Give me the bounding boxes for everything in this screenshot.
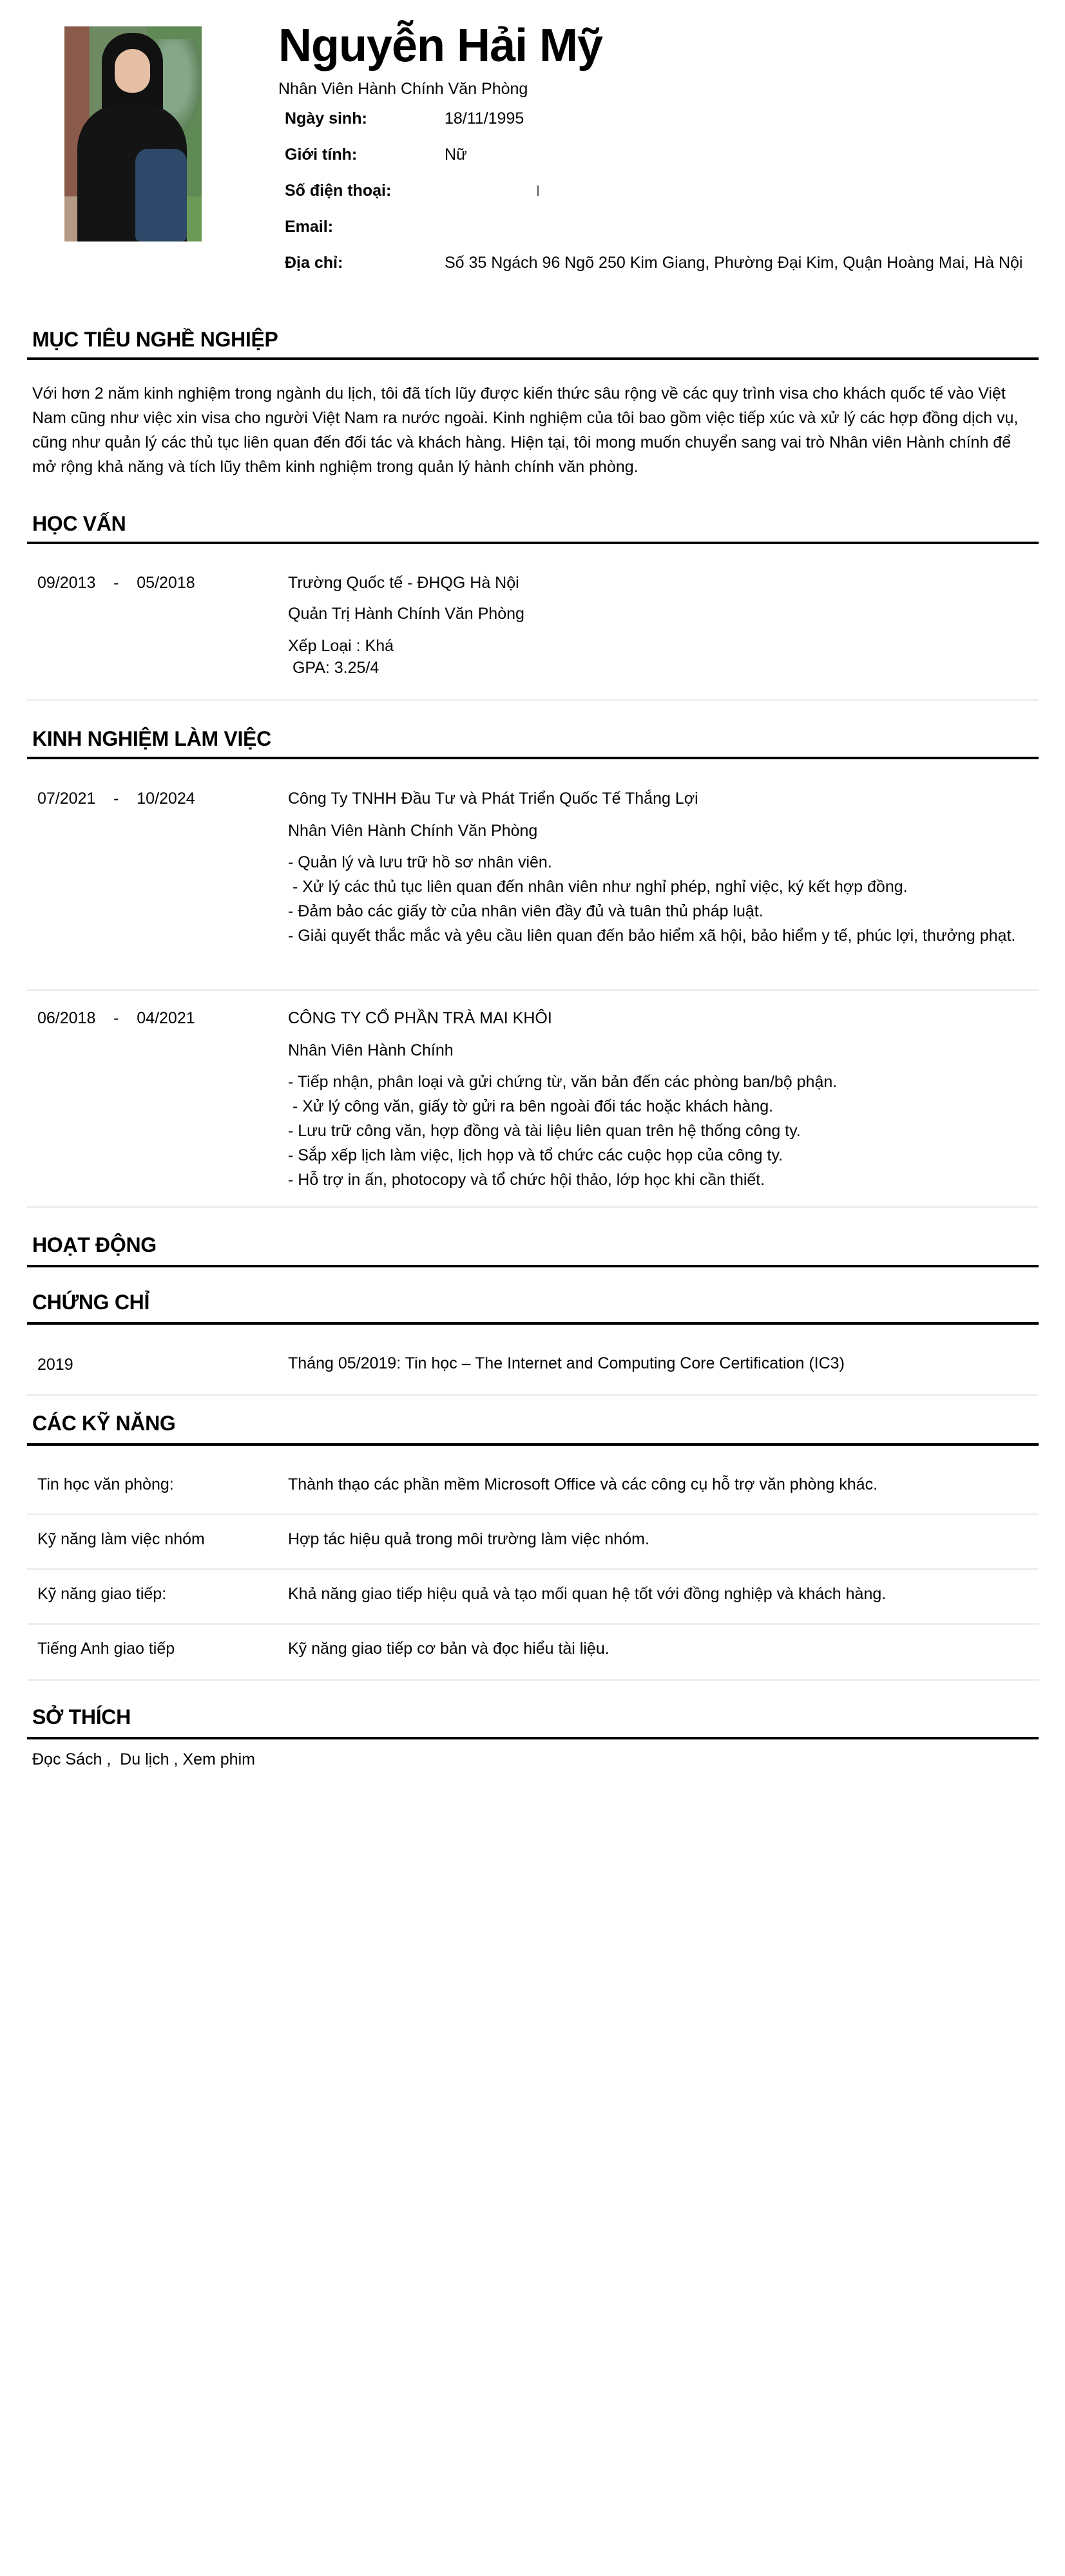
objective-text: Với hơn 2 năm kinh nghiệm trong ngành du lịch, tôi đã tích lũy được kiến thức sâu rộng về các quy trình visa cho khách quốc tế vào Việt Nam cũng như việc xin visa cho người Việt Nam ra nước ngoài. Kinh nghiệm của tôi bao gồm việc tiếp xúc và xử lý các hợp đồng dịch vụ, cũng như quản lý các thủ tục liên quan đến đối tác và khách hàng. Hiện tại, tôi mong muốn chuyển sang vai trò Nhân viên Hành chính để mở rộng khả năng và tích lũy thêm kinh nghiệm trong quản lý hành chính văn phòng. <box>32 384 1019 476</box>
skill-description: Thành thạo các phần mềm Microsoft Office và các công cụ hỗ trợ văn phòng khác. <box>288 1475 878 1493</box>
job-duty: - Sắp xếp lịch làm việc, lịch họp và tổ chức các cuộc họp của công ty. <box>288 1146 783 1164</box>
school-name: Trường Quốc tế - ĐHQG Hà Nội <box>288 574 519 592</box>
row-divider <box>27 1394 1039 1396</box>
section-heading-certificates: CHỨNG CHỈ <box>32 1291 150 1314</box>
section-heading-hobbies: SỞ THÍCH <box>32 1705 131 1728</box>
skill-description: Hợp tác hiệu quả trong môi trường làm việc nhóm. <box>288 1530 649 1548</box>
info-label: Số điện thoại: <box>285 182 392 200</box>
section-divider <box>27 542 1039 544</box>
major: Quản Trị Hành Chính Văn Phòng <box>288 605 524 623</box>
row-divider <box>27 1679 1039 1681</box>
section-divider <box>27 1443 1039 1446</box>
education-detail: Xếp Loại : Khá <box>288 637 394 655</box>
experience-entry <box>288 1008 1035 1192</box>
experience-dates: 07/2021 - 10/2024 <box>37 790 195 808</box>
info-value: 18/11/1995 <box>445 109 524 128</box>
section-heading-objective: MỤC TIÊU NGHỀ NGHIỆP <box>32 328 278 351</box>
info-value: Nữ <box>445 146 467 164</box>
job-duty: - Quản lý và lưu trữ hồ sơ nhân viên. <box>288 853 552 871</box>
job-position: Nhân Viên Hành Chính <box>288 1041 454 1059</box>
job-duty: - Hỗ trợ in ấn, photocopy và tổ chức hội thảo, lớp học khi cần thiết. <box>288 1171 765 1189</box>
info-value: Số 35 Ngách 96 Ngõ 250 Kim Giang, Phường Đại Kim, Quận Hoàng Mai, Hà Nội <box>445 254 1023 272</box>
job-position: Nhân Viên Hành Chính Văn Phòng <box>288 822 538 840</box>
section-divider <box>27 1265 1039 1267</box>
skill-label: Kỹ năng làm việc nhóm <box>37 1530 205 1548</box>
info-label: Ngày sinh: <box>285 109 367 128</box>
info-label: Giới tính: <box>285 146 358 164</box>
photo-face <box>115 49 150 93</box>
skill-label: Kỹ năng giao tiếp: <box>37 1585 167 1603</box>
redacted-phone-mark <box>537 185 539 196</box>
job-duty: - Xử lý các thủ tục liên quan đến nhân viên như nghỉ phép, nghỉ việc, ký kết hợp đồng. <box>288 878 908 896</box>
profile-photo <box>64 26 202 242</box>
job-duty: - Tiếp nhận, phân loại và gửi chứng từ, văn bản đến các phòng ban/bộ phận. <box>288 1073 838 1091</box>
job-duty: - Đảm bảo các giấy tờ của nhân viên đầy đủ và tuân thủ pháp luật. <box>288 902 763 920</box>
certificate-text: Tháng 05/2019: Tin học – The Internet and Computing Core Certification (IC3) <box>288 1354 845 1372</box>
candidate-name: Nguyễn Hải Mỹ <box>278 20 603 71</box>
job-duty: - Giải quyết thắc mắc và yêu cầu liên quan đến bảo hiểm xã hội, bảo hiểm y tế, phúc lợi, thưởng phạt. <box>288 927 1016 945</box>
job-duty: - Lưu trữ công văn, hợp đồng và tài liệu liên quan trên hệ thống công ty. <box>288 1122 801 1140</box>
section-heading-skills: CÁC KỸ NĂNG <box>32 1412 176 1435</box>
candidate-title: Nhân Viên Hành Chính Văn Phòng <box>278 80 528 98</box>
certificate-year: 2019 <box>37 1356 73 1374</box>
row-divider <box>27 1206 1039 1208</box>
skill-label: Tiếng Anh giao tiếp <box>37 1640 175 1658</box>
hobbies-text: Đọc Sách , Du lịch , Xem phim <box>32 1750 255 1768</box>
info-label: Email: <box>285 218 334 236</box>
skill-label: Tin học văn phòng: <box>37 1475 174 1493</box>
photo-bag <box>135 149 187 242</box>
section-divider <box>27 357 1039 360</box>
skill-description: Kỹ năng giao tiếp cơ bản và đọc hiểu tài liệu. <box>288 1640 609 1658</box>
education-detail: GPA: 3.25/4 <box>288 659 379 677</box>
section-heading-experience: KINH NGHIỆM LÀM VIỆC <box>32 727 271 750</box>
education-entry <box>288 573 1035 678</box>
row-divider <box>27 1568 1039 1570</box>
section-heading-activities: HOẠT ĐỘNG <box>32 1233 157 1256</box>
row-divider <box>27 699 1039 701</box>
company-name: CÔNG TY CỔ PHẦN TRÀ MAI KHÔI <box>288 1009 552 1027</box>
company-name: Công Ty TNHH Đầu Tư và Phát Triển Quốc Tế Thắng Lợi <box>288 790 698 808</box>
education-dates: 09/2013 - 05/2018 <box>37 574 195 592</box>
job-duty: - Xử lý công văn, giấy tờ gửi ra bên ngoài đối tác hoặc khách hàng. <box>288 1097 774 1115</box>
row-divider <box>27 989 1039 991</box>
info-label: Địa chỉ: <box>285 254 343 272</box>
section-divider <box>27 757 1039 759</box>
row-divider <box>27 1623 1039 1625</box>
section-heading-education: HỌC VẤN <box>32 512 126 535</box>
skill-description: Khả năng giao tiếp hiệu quả và tạo mối quan hệ tốt với đồng nghiệp và khách hàng. <box>288 1585 887 1603</box>
experience-dates: 06/2018 - 04/2021 <box>37 1009 195 1027</box>
experience-entry <box>288 788 1035 948</box>
row-divider <box>27 1513 1039 1515</box>
section-divider <box>27 1737 1039 1739</box>
section-divider <box>27 1322 1039 1325</box>
